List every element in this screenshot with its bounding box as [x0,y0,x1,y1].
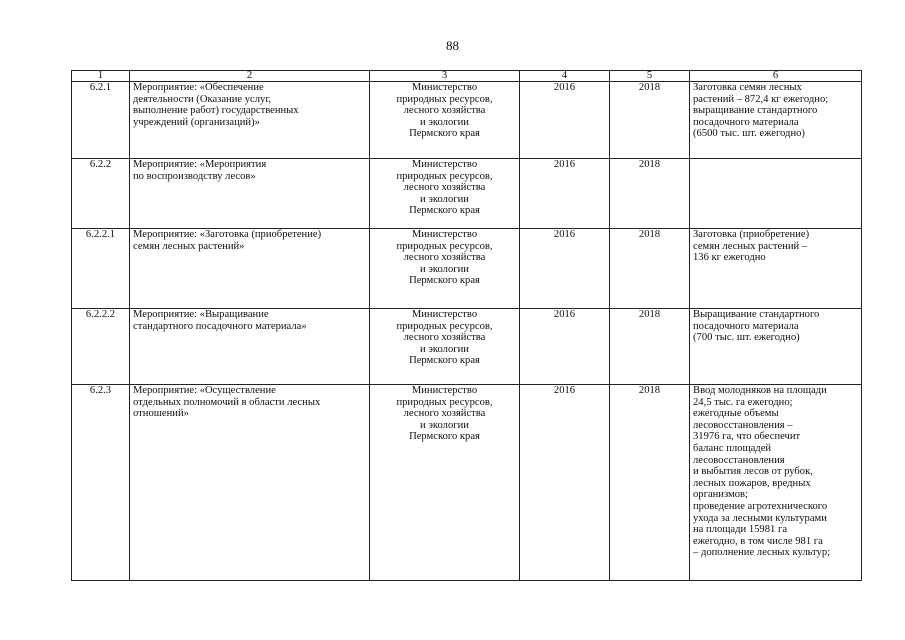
event-text-line: отдельных полномочий в области лесных [133,396,321,408]
row-number: 6.2.2 [72,159,130,229]
executor-cell [370,82,520,159]
executor-text-line: лесного хозяйства [403,332,486,344]
row-number: 6.2.3 [72,385,130,581]
table-row [72,82,862,159]
result-text-line: лесовосстановления – [693,419,793,431]
result-text-line: Заготовка (приобретение) [693,229,810,240]
result-cell [690,82,862,159]
result-cell [690,229,862,309]
executor-text-line: природных ресурсов, [396,170,493,182]
end-year: 2018 [610,159,690,229]
executor-text-line: Пермского края [409,128,480,140]
executor-text-line: лесного хозяйства [403,105,486,117]
table-row [72,309,862,385]
result-text-line: семян лесных растений – [693,240,808,252]
result-text-line: проведение агротехнического [693,500,828,512]
executor-text-line: Пермского края [409,431,480,443]
result-cell [690,159,862,229]
executor-text-line: природных ресурсов, [396,396,493,408]
event-text-line: Мероприятие: «Выращивание [133,309,269,320]
result-text-line: организмов; [693,489,748,501]
result-text-line: Выращивание стандартного [693,309,820,320]
result-text-line: ухода за лесными культурами [693,512,827,524]
result-text-line: 24,5 тыс. га ежегодно; [693,396,793,408]
event-cell [130,309,370,385]
event-cell [130,229,370,309]
column-header: 1 [72,71,130,82]
executor-cell [370,385,520,581]
row-number: 6.2.2.1 [72,229,130,309]
result-text-line: (700 тыс. шт. ежегодно) [693,332,800,344]
result-text-line: 136 кг ежегодно [693,252,766,264]
result-text-line: посадочного материала [693,116,799,128]
event-text-line: стандартного посадочного материала» [133,320,307,332]
start-year: 2016 [520,309,610,385]
executor-text-line: лесного хозяйства [403,182,486,194]
event-text-line: деятельности (Оказание услуг, [133,93,272,105]
event-text-line: по воспроизводству лесов» [133,170,256,182]
start-year: 2016 [520,82,610,159]
executor-text-line: и экологии [420,193,469,205]
event-text-line: Мероприятие: «Осуществление [133,385,276,396]
result-text-line: ежегодные объемы [693,408,779,420]
result-text-line: и выбытия лесов от рубок, [693,466,813,478]
header-row [72,71,862,82]
executor-text-line: Министерство [411,82,478,93]
end-year: 2018 [610,82,690,159]
executor-text-line: природных ресурсов, [396,240,493,252]
table-row [72,385,862,581]
executor-cell [370,309,520,385]
executor-text-line: Министерство [411,309,478,320]
result-text-line: ежегодно, в том числе 981 га [693,535,823,547]
event-text-line: Мероприятие: «Мероприятия [133,159,267,170]
result-text-line: лесовосстановления [693,454,785,466]
result-text-line: посадочного материала [693,320,799,332]
result-text-line: на площади 15981 га [693,524,788,536]
executor-text-line: Пермского края [409,205,480,217]
column-header: 3 [370,71,520,82]
executor-cell [370,229,520,309]
result-text-line: – дополнение лесных культур; [693,547,831,559]
start-year: 2016 [520,385,610,581]
column-header: 5 [610,71,690,82]
result-text-line: баланс площадей [693,442,772,454]
executor-text-line: и экологии [420,116,469,128]
page-number: 88 [446,38,459,53]
column-header: 2 [130,71,370,82]
result-text-line: лесных пожаров, вредных [693,477,811,489]
start-year: 2016 [520,229,610,309]
event-text-line: Мероприятие: «Заготовка (приобретение) [133,229,322,240]
executor-text-line: Министерство [411,229,478,240]
result-cell [690,309,862,385]
result-text-line: растений – 872,4 кг ежегодно; [693,93,829,105]
event-cell [130,82,370,159]
event-text-line: семян лесных растений» [133,240,245,252]
result-text-line: выращивание стандартного [693,105,818,117]
measures-table [71,70,862,581]
column-header: 6 [690,71,862,82]
event-cell [130,385,370,581]
result-text-line: 31976 га, что обеспечит [693,431,801,443]
executor-cell [370,159,520,229]
result-text-line: Ввод молодняков на площади [693,385,827,396]
column-header: 4 [520,71,610,82]
executor-text-line: и экологии [420,419,469,431]
executor-text-line: Министерство [411,159,478,170]
row-number: 6.2.1 [72,82,130,159]
executor-text-line: и экологии [420,263,469,275]
result-cell [690,385,862,581]
event-text-line: отношений» [133,408,189,420]
table-row [72,159,862,229]
result-text-line: Заготовка семян лесных [693,82,802,93]
start-year: 2016 [520,159,610,229]
executor-text-line: Пермского края [409,355,480,367]
event-text-line: Мероприятие: «Обеспечение [133,82,264,93]
executor-text-line: лесного хозяйства [403,252,486,264]
event-cell [130,159,370,229]
executor-text-line: Пермского края [409,275,480,287]
event-text-line: учреждений (организаций)» [133,116,260,128]
end-year: 2018 [610,229,690,309]
end-year: 2018 [610,385,690,581]
executor-text-line: Министерство [411,385,478,396]
table-row [72,229,862,309]
result-text-line: (6500 тыс. шт. ежегодно) [693,128,805,140]
executor-text-line: лесного хозяйства [403,408,486,420]
event-text-line: выполнение работ) государственных [133,105,299,117]
executor-text-line: природных ресурсов, [396,320,493,332]
end-year: 2018 [610,309,690,385]
executor-text-line: природных ресурсов, [396,93,493,105]
executor-text-line: и экологии [420,343,469,355]
row-number: 6.2.2.2 [72,309,130,385]
